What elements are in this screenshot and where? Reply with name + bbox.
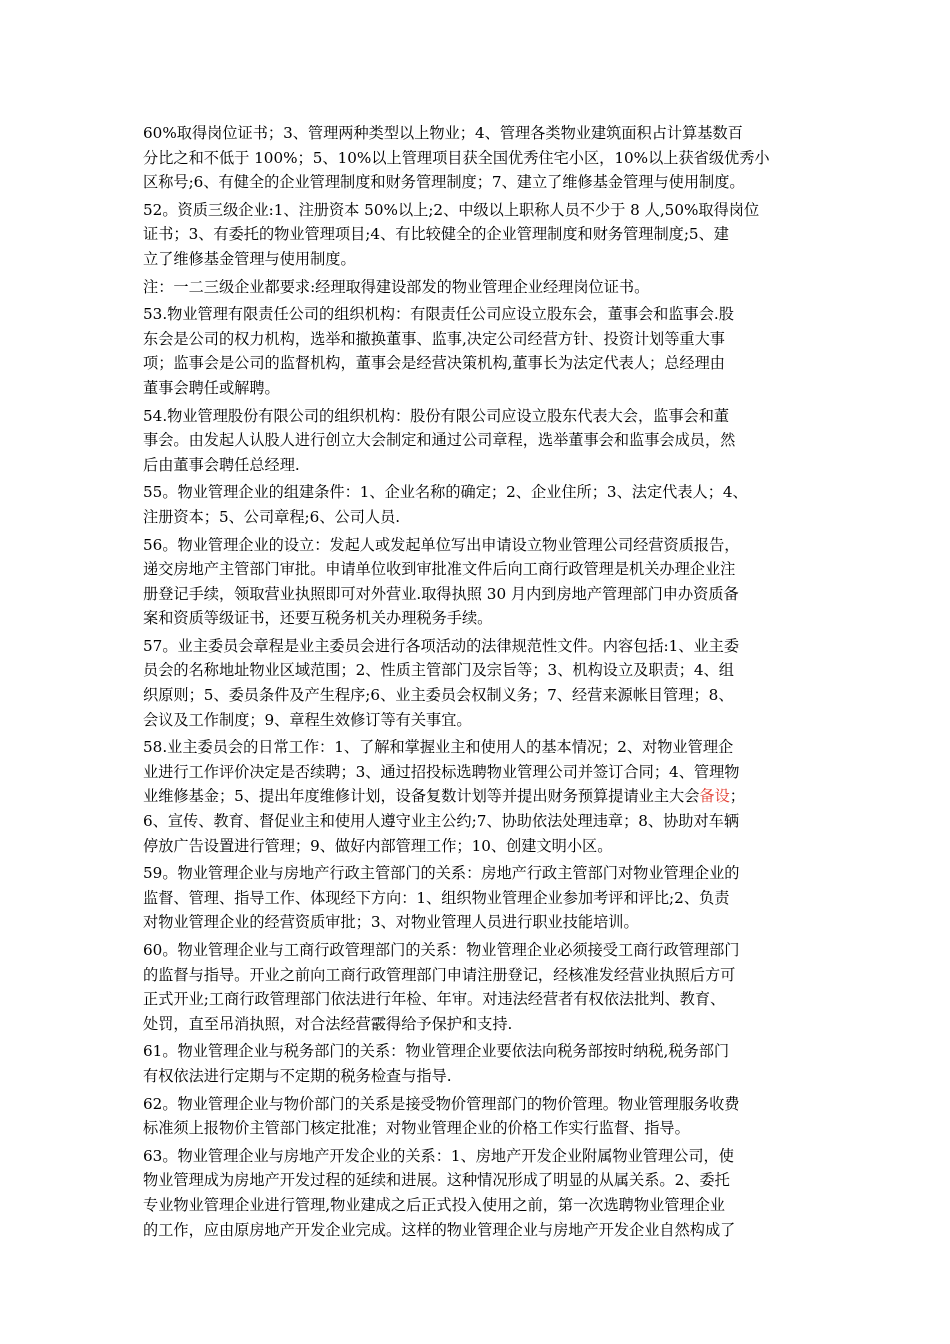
text-line: 对物业管理企业的经营资质审批；3、对物业管理人员进行职业技能培训。 — [143, 913, 639, 932]
text-segment: ； — [729, 787, 745, 806]
text-line: 60。物业管理企业与工商行政管理部门的关系：物业管理企业必须接受工商行政管理部门 — [143, 941, 740, 959]
text-line: 63。物业管理企业与房地产开发企业的关系：1、房地产开发企业附属物业管理公司，使 — [143, 1146, 734, 1165]
paragraph-51-continued — [143, 121, 813, 195]
text-line: 织原则；5、委员条件及产生程序;6、业主委员会权制义务；7、经营来源帐目管理；8、 — [143, 686, 734, 705]
paragraph-63 — [143, 1144, 813, 1242]
text-line: 证书；3、有委托的物业管理项目;4、有比较健全的企业管理制度和财务管理制度;5、建 — [143, 225, 729, 244]
text-line: 56。物业管理企业的设立：发起人或发起单位写出申请设立物业管理公司经营资质报告， — [143, 535, 740, 554]
text-line: 项；监事会是公司的监督机构，董事会是经营决策机构,董事长为法定代表人；总经理由 — [143, 354, 725, 373]
text-line: 标准须上报物价主管部门核定批准；对物业管理企业的价格工作实行监督、指导。 — [143, 1119, 690, 1138]
text-line: 的监督与指导。开业之前向工商行政管理部门申请注册登记，经核准发经营业执照后方可 — [143, 965, 736, 984]
text-line: 61。物业管理企业与税务部门的关系：物业管理企业要依法向税务部按时纳税,税务部门 — [143, 1042, 730, 1061]
text-line: 停放广告设置进行管理；9、做好内部管理工作；10、创建文明小区。 — [143, 836, 613, 855]
text-line: 注：一二三级企业都要求:经理取得建设部发的物业管理企业经理岗位证书。 — [143, 277, 650, 296]
text-line: 员会的名称地址物业区域范围；2、性质主管部门及宗旨等；3、机构设立及职责；4、组 — [143, 661, 734, 680]
text-line: 册登记手续，领取营业执照即可对外营业.取得执照 30 月内到房地产管理部门申办资质备 — [143, 584, 739, 603]
text-line: 正式开业;工商行政管理部门依法进行年检、年审。对违法经营者有权依法批判、教育、 — [143, 990, 726, 1009]
text-line: 业进行工作评价决定是否续聘；3、通过招投标选聘物业管理公司并签订合同；4、管理物 — [143, 762, 740, 781]
paragraph-52 — [143, 198, 813, 272]
paragraph-56 — [143, 533, 813, 631]
text-line: 6、宣传、教育、督促业主和使用人遵守业主公约;7、协助依法处理违章；8、协助对车辆 — [143, 812, 740, 831]
text-line: 事会。由发起人认股人进行创立大会制定和通过公司章程，选举董事会和监事会成员，然 — [143, 431, 736, 450]
paragraph-55 — [143, 480, 813, 529]
text-line: 注册资本；5、公司章程;6、公司人员. — [143, 507, 401, 526]
text-line: 55。物业管理企业的组建条件：1、企业名称的确定；2、企业住所；3、法定代表人；4、 — [143, 483, 748, 502]
text-line: 62。物业管理企业与物价部门的关系是接受物价管理部门的物价管理。物业管理服务收费 — [143, 1094, 740, 1113]
highlighted-text: 备设 — [699, 787, 730, 806]
text-line: 案和资质等级证书，还要互税务机关办理税务手续。 — [143, 609, 493, 628]
text-line: 59。物业管理企业与房地产行政主管部门的关系：房地产行政主管部门对物业管理企业的 — [143, 864, 740, 883]
text-line: 区称号;6、有健全的企业管理制度和财务管理制度；7、建立了维修基金管理与使用制度。 — [143, 173, 745, 192]
paragraph-62 — [143, 1092, 813, 1141]
text-line: 58.业主委员会的日常工作：1、了解和掌握业主和使用人的基本情况；2、对物业管理企 — [143, 738, 734, 757]
paragraph-60 — [143, 938, 813, 1036]
paragraph-54 — [143, 404, 813, 478]
text-line: 分比之和不低于 100%；5、10%以上管理项目获全国优秀住宅小区，10%以上获省级优秀小 — [143, 148, 770, 167]
text-line: 递交房地产主管部门审批。申请单位收到审批准文件后向工商行政管理是机关办理企业注 — [143, 560, 736, 579]
text-line: 52。资质三级企业:1、注册资本 50%以上;2、中级以上职称人员不少于 8 人,50%取得岗位 — [143, 200, 760, 219]
text-line: 监督、管理、指导工作、体现经下方向：1、组织物业管理企业参加考评和评比;2、负责 — [143, 888, 730, 907]
text-line: 董事会聘任或解聘。 — [143, 378, 280, 397]
paragraph-57 — [143, 634, 813, 732]
text-line: 57。业主委员会章程是业主委员会进行各项活动的法律规范性文件。内容包括:1、业主委 — [143, 636, 740, 655]
text-line: 东会是公司的权力机构，选举和撤换董事、监事,决定公司经营方针、投资计划等重大事 — [143, 329, 725, 348]
document-body — [143, 121, 813, 1242]
paragraph-61 — [143, 1039, 813, 1088]
text-line: 物业管理成为房地产开发过程的延续和进展。这种情况形成了明显的从属关系。2、委托 — [143, 1171, 730, 1190]
text-line: 立了维修基金管理与使用制度。 — [143, 249, 356, 268]
paragraph-59 — [143, 861, 813, 935]
text-line-with-highlight — [143, 784, 813, 809]
paragraph-58 — [143, 735, 813, 858]
paragraph-53 — [143, 302, 813, 400]
text-line: 53.物业管理有限责任公司的组织机构：有限责任公司应设立股东会，董事会和监事会.股 — [143, 305, 734, 324]
text-line: 会议及工作制度；9、章程生效修订等有关事宜。 — [143, 710, 472, 729]
paragraph-note — [143, 275, 813, 300]
text-line: 后由董事会聘任总经理. — [143, 455, 300, 474]
text-line: 60%取得岗位证书；3、管理两种类型以上物业；4、管理各类物业建筑面积占计算基数百 — [143, 124, 743, 142]
text-line: 54.物业管理股份有限公司的组织机构：股份有限公司应设立股东代表大会，监事会和董 — [143, 406, 730, 425]
text-line: 的工作，应由原房地产开发企业完成。这样的物业管理企业与房地产开发企业自然构成了 — [143, 1220, 736, 1239]
text-line: 专业物业管理企业进行管理,物业建成之后正式投入使用之前，第一次选聘物业管理企业 — [143, 1195, 725, 1214]
text-line: 处罚，直至吊消执照，对合法经营霰得给予保护和支持. — [143, 1014, 513, 1033]
text-line: 有权依法进行定期与不定期的税务检查与指导. — [143, 1066, 452, 1085]
text-segment: 业维修基金；5、提出年度维修计划，设备复数计划等并提出财务预算提请业主大会 — [143, 787, 700, 806]
